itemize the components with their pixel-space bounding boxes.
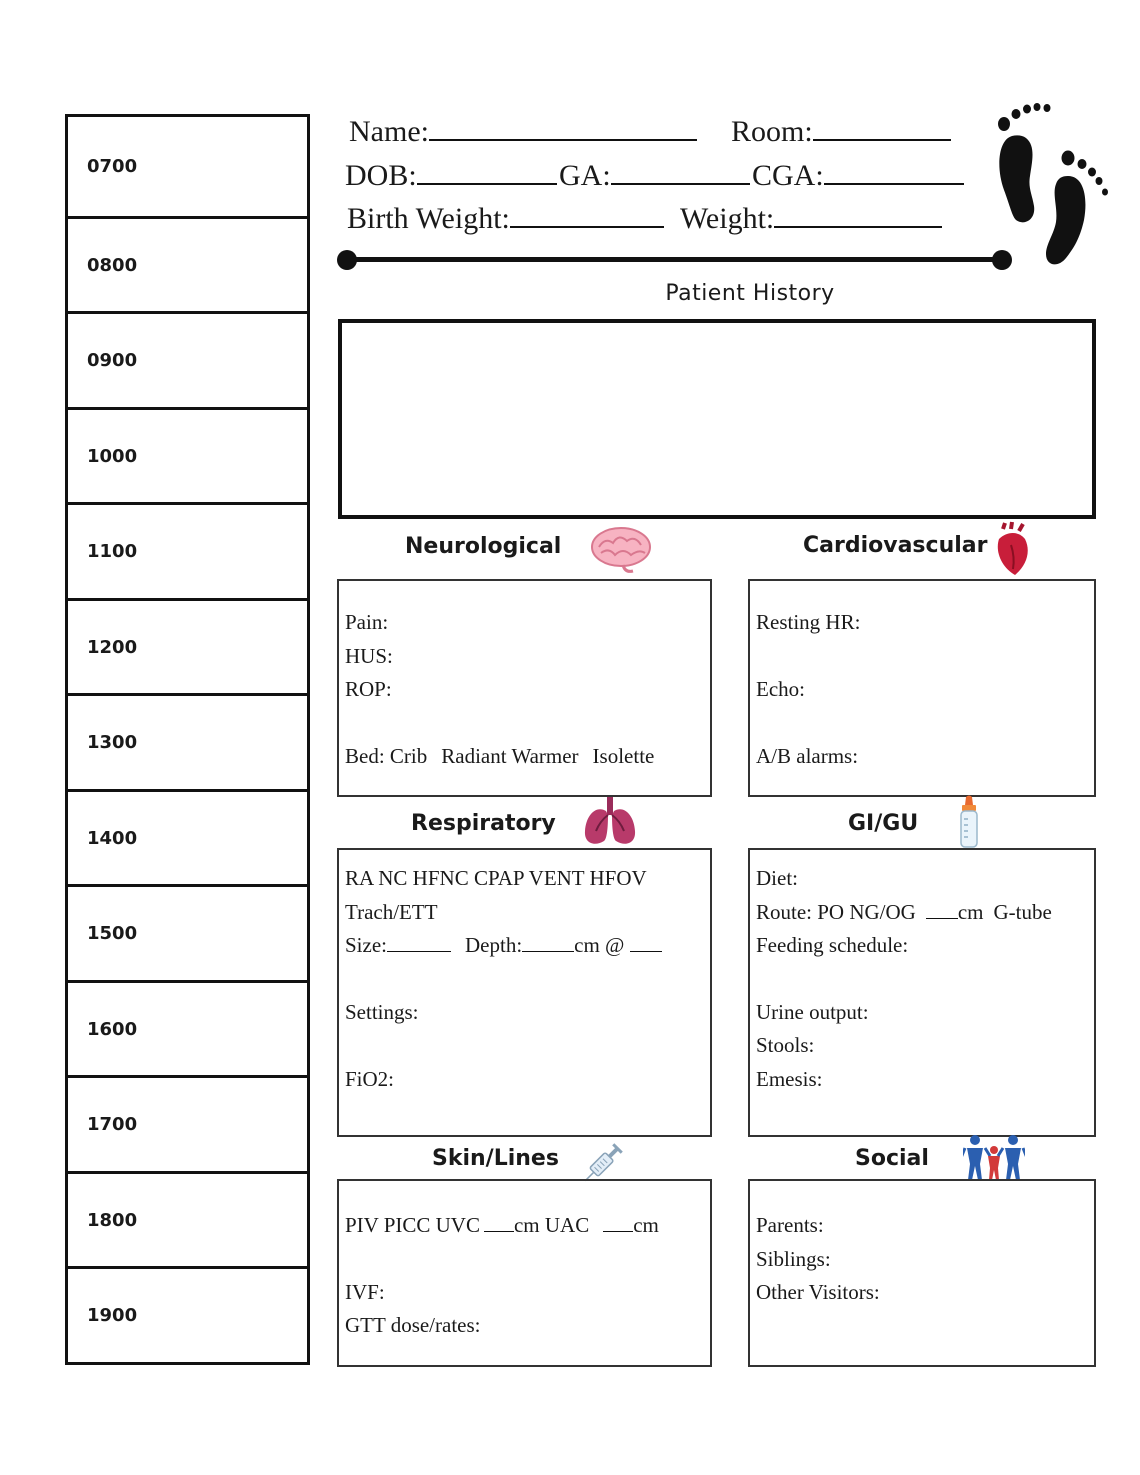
neuro-title: Neurological (405, 534, 562, 559)
name-blank[interactable] (429, 113, 697, 141)
time-slot[interactable] (68, 887, 307, 983)
emesis-label: Emesis: (756, 1067, 823, 1091)
route-options[interactable]: Route: PO NG/OG (756, 900, 916, 924)
gtube-option[interactable]: G-tube (993, 900, 1052, 924)
birth-weight-label: Birth Weight: (347, 202, 510, 235)
uvc-cm-uac-label: cm UAC (513, 1213, 590, 1237)
patient-history-title: Patient History (665, 281, 835, 306)
time-slot-label: 1100 (87, 541, 138, 563)
time-slot[interactable] (68, 1269, 307, 1362)
resp-title: Respiratory (411, 811, 556, 836)
size-label: Size: (345, 933, 387, 957)
header-rule (347, 257, 1003, 262)
time-slot-label: 1600 (87, 1018, 138, 1040)
time-slot-label: 1700 (87, 1114, 138, 1136)
route-cm-blank[interactable] (926, 900, 958, 919)
uac-cm-label: cm (633, 1213, 659, 1237)
time-slot-label: 0800 (87, 254, 138, 276)
neuro-box (337, 579, 712, 797)
depth-label: Depth: (465, 933, 523, 957)
bed-options (345, 744, 654, 768)
baby-feet-icon (990, 98, 1115, 276)
ivf-label: IVF: (345, 1280, 385, 1304)
stools-label: Stools: (756, 1033, 815, 1057)
resp-modes[interactable]: RA NC HFNC CPAP VENT HFOV (345, 866, 647, 890)
other-visitors-label: Other Visitors: (756, 1280, 880, 1304)
parents-label: Parents: (756, 1213, 824, 1237)
time-slot[interactable] (68, 505, 307, 601)
time-slot-label: 1500 (87, 923, 138, 945)
time-slot[interactable] (68, 601, 307, 697)
ab-alarms-label: A/B alarms: (756, 744, 859, 768)
time-column (65, 114, 310, 1365)
bed-isolette-option[interactable]: Isolette (592, 744, 655, 768)
heart-icon (993, 521, 1033, 577)
social-box (748, 1179, 1096, 1367)
time-slot-label: 1900 (87, 1305, 138, 1327)
time-slot[interactable] (68, 792, 307, 888)
time-slot[interactable] (68, 314, 307, 410)
time-slot[interactable] (68, 219, 307, 315)
weight-field[interactable] (680, 200, 942, 234)
ga-field[interactable] (559, 157, 750, 191)
diet-label: Diet: (756, 866, 798, 890)
room-blank[interactable] (813, 113, 951, 141)
family-icon (963, 1134, 1025, 1182)
baby-bottle-icon (956, 795, 982, 849)
rop-label: ROP: (345, 677, 392, 701)
depth-at-blank[interactable] (630, 933, 662, 952)
social-title: Social (855, 1146, 929, 1171)
siblings-label: Siblings: (756, 1247, 831, 1271)
room-label: Room: (731, 115, 813, 148)
uvc-cm-blank[interactable] (484, 1213, 514, 1232)
echo-label: Echo: (756, 677, 805, 701)
fio2-label: FiO2: (345, 1067, 395, 1091)
time-slot-label: 1400 (87, 827, 138, 849)
ga-blank[interactable] (611, 157, 750, 185)
skin-title: Skin/Lines (432, 1146, 559, 1171)
weight-blank[interactable] (774, 200, 942, 228)
time-slot[interactable] (68, 1078, 307, 1174)
dob-field[interactable] (345, 157, 557, 191)
feeding-schedule-label: Feeding schedule: (756, 933, 909, 957)
settings-label: Settings: (345, 1000, 419, 1024)
weight-label: Weight: (680, 202, 775, 235)
cga-field[interactable] (752, 157, 964, 191)
time-slot[interactable] (68, 117, 307, 219)
dob-label: DOB: (345, 159, 417, 192)
resp-box (337, 848, 712, 1137)
cga-blank[interactable] (824, 157, 964, 185)
route-cm-label: cm (957, 900, 984, 924)
trach-ett-label: Trach/ETT (345, 900, 438, 924)
gigu-box (748, 848, 1096, 1137)
lines-row (345, 1213, 659, 1237)
bed-crib-option[interactable]: Bed: Crib (345, 744, 428, 768)
cga-label: CGA: (752, 159, 824, 192)
pain-label: Pain: (345, 610, 389, 634)
room-field[interactable] (731, 113, 951, 147)
dob-blank[interactable] (417, 157, 557, 185)
time-slot-label: 1200 (87, 636, 138, 658)
bed-radiant-warmer-option[interactable]: Radiant Warmer (441, 744, 579, 768)
time-slot-label: 0700 (87, 155, 138, 177)
line-options[interactable]: PIV PICC UVC (345, 1213, 480, 1237)
time-slot[interactable] (68, 983, 307, 1079)
time-slot[interactable] (68, 1174, 307, 1270)
resting-hr-label: Resting HR: (756, 610, 861, 634)
brain-icon (589, 525, 653, 575)
skin-box (337, 1179, 712, 1367)
ga-label: GA: (559, 159, 611, 192)
time-slot[interactable] (68, 696, 307, 792)
time-slot-label: 1300 (87, 732, 138, 754)
route-row (756, 900, 1052, 924)
cardio-box (748, 579, 1096, 797)
rule-dot-right (992, 250, 1012, 270)
urine-output-label: Urine output: (756, 1000, 869, 1024)
size-blank[interactable] (387, 933, 451, 952)
lungs-icon (582, 797, 638, 849)
birth-weight-blank[interactable] (510, 200, 664, 228)
cardio-title: Cardiovascular (803, 533, 988, 558)
name-label: Name: (349, 115, 429, 148)
name-field[interactable] (349, 113, 697, 147)
hus-label: HUS: (345, 644, 393, 668)
cm-at-label: cm @ (574, 933, 625, 957)
uac-cm-blank[interactable] (603, 1213, 633, 1232)
birth-weight-field[interactable] (347, 200, 664, 234)
patient-history-box[interactable] (338, 319, 1096, 519)
time-slot-label: 0900 (87, 350, 138, 372)
gigu-title: GI/GU (848, 811, 919, 836)
depth-blank[interactable] (522, 933, 574, 952)
gtt-label: GTT dose/rates: (345, 1313, 481, 1337)
time-slot-label: 1000 (87, 445, 138, 467)
time-slot[interactable] (68, 410, 307, 506)
time-slot-label: 1800 (87, 1209, 138, 1231)
size-depth-row (345, 933, 662, 957)
